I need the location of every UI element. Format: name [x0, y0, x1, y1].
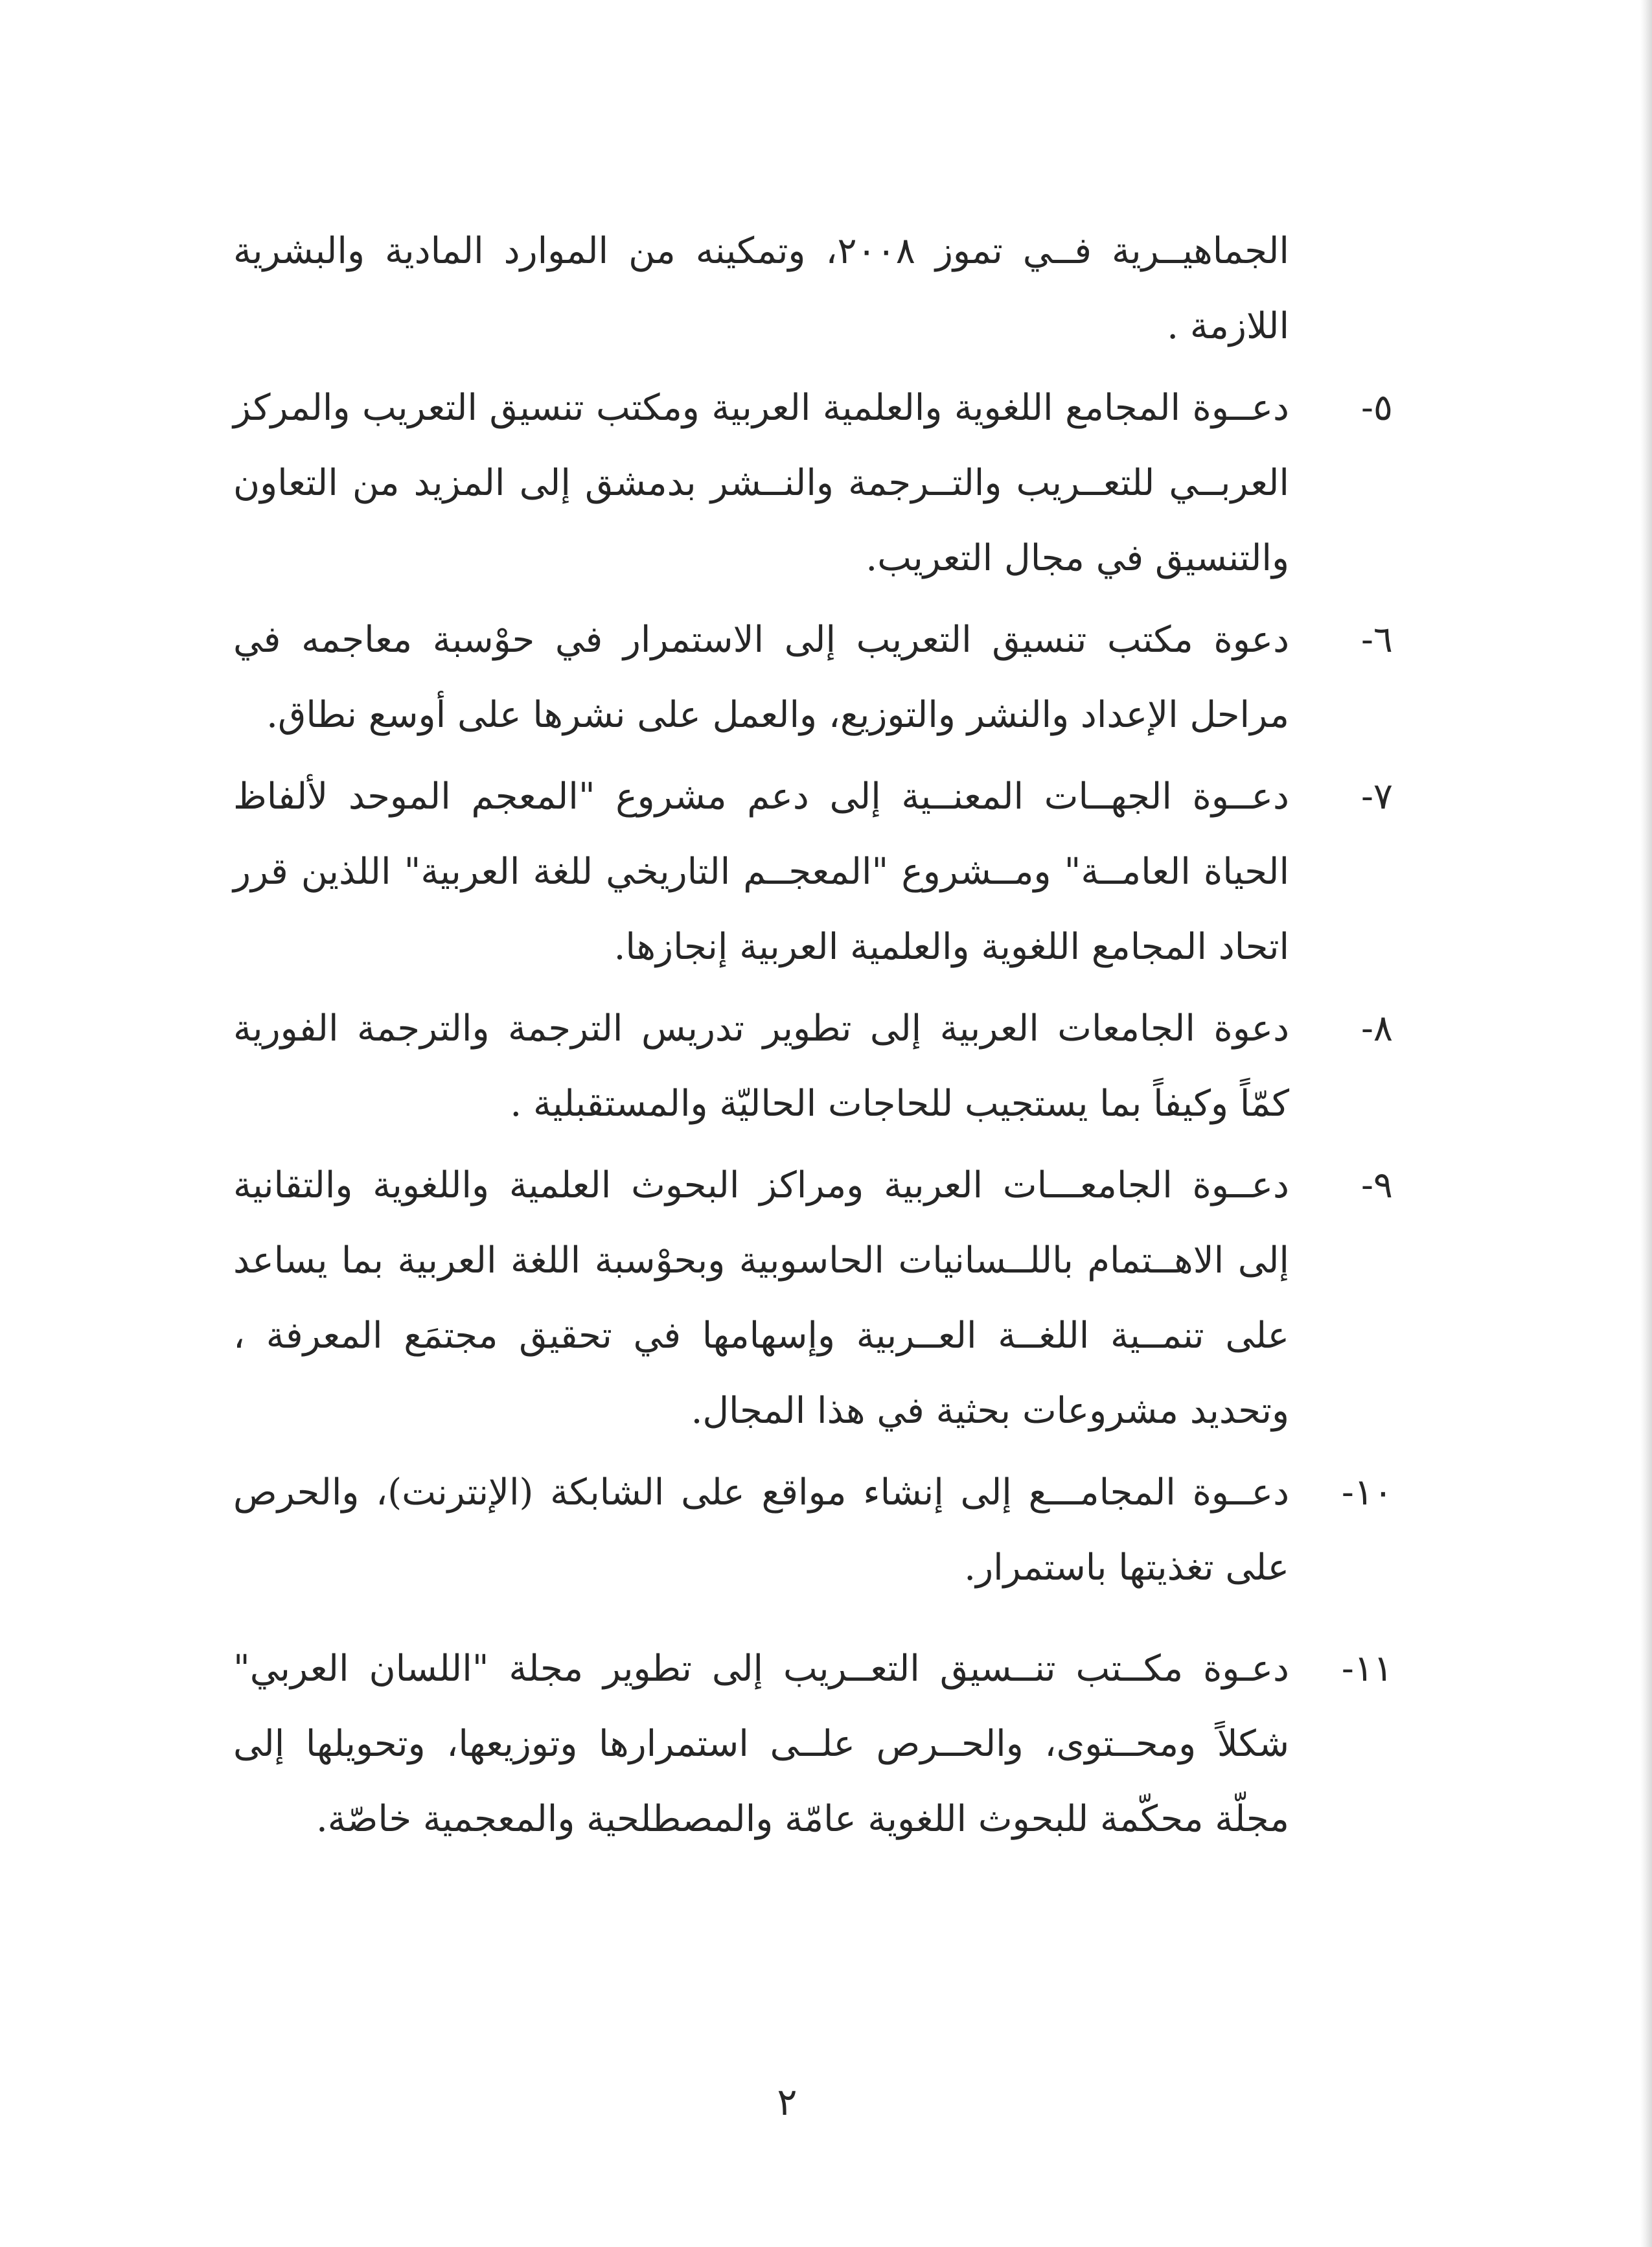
- page-edge-shadow: [1640, 0, 1652, 2247]
- item-text: دعــوة المجامـــع إلى إنشاء مواقع على الشابكة (الإنترنت)، والحرص على تغذيتها باستمرار.: [233, 1471, 1289, 1589]
- intro-text: الجماهيــرية فــي تموز ٢٠٠٨، وتمكينه من الموارد المادية والبشرية اللازمة .: [233, 230, 1289, 347]
- item-number: ٦-: [1361, 619, 1393, 661]
- item-text: دعــوة الجامعـــات العربية ومراكز البحوث العلمية واللغوية والتقانية إلى الاهــتمام باللــسانيات الحاسوبية وبحوْسبة اللغة العربية بما يساعد على تنمــية اللغــة العــربية وإسهامها في تحقيق مجتمَع المعرفة ، وتحديد مشروعات بحثية في هذا المجال.: [233, 1164, 1289, 1432]
- item-number: ٨-: [1361, 1008, 1393, 1050]
- item-number: ٧-: [1361, 776, 1393, 818]
- list-item-8: [233, 991, 1393, 1142]
- document-body: [233, 214, 1393, 1857]
- item-number: ٥-: [1361, 387, 1393, 429]
- list-item-11: [233, 1631, 1393, 1857]
- list-item-5: [233, 371, 1393, 596]
- item-number: ١٠-: [1341, 1471, 1393, 1514]
- item-text: دعوة مكتب تنسيق التعريب إلى الاستمرار في حوْسبة معاجمه في مراحل الإعداد والنشر والتوزيع، والعمل على نشرها على أوسع نطاق.: [233, 619, 1289, 736]
- item-text: دعــوة المجامع اللغوية والعلمية العربية ومكتب تنسيق التعريب والمركز العربــي للتعــريب والتــرجمة والنــشر بدمشق إلى المزيد من التعاون والتنسيق في مجال التعريب.: [233, 387, 1289, 579]
- list-item-10: [233, 1455, 1393, 1606]
- item-text: دعـوة مكــتب تنــسيق التعــريب إلى تطوير مجلة "اللسان العربي" شكلاً ومحــتوى، والحــرص علــى استمرارها وتوزيعها، وتحويلها إلى مجلّة محكّمة للبحوث اللغوية عامّة والمصطلحية والمعجمية خاصّة.: [233, 1648, 1289, 1840]
- item-text: دعــوة الجهــات المعنــية إلى دعم مشروع "المعجم الموحد لألفاظ الحياة العامــة" ومــشروع "المعجــم التاريخي للغة العربية" اللذين قرر اتحاد المجامع اللغوية والعلمية العربية إنجازها.: [233, 776, 1289, 968]
- page-number: ٢: [777, 2080, 797, 2124]
- item-number: ٩-: [1361, 1164, 1393, 1206]
- list-item-6: [233, 603, 1393, 753]
- intro-paragraph: [233, 214, 1393, 364]
- item-number: ١١-: [1341, 1648, 1393, 1690]
- list-item-7: [233, 759, 1393, 985]
- list-item-9: [233, 1148, 1393, 1449]
- item-text: دعوة الجامعات العربية إلى تطوير تدريس الترجمة والترجمة الفورية كمّاً وكيفاً بما يستجيب للحاجات الحاليّة والمستقبلية .: [233, 1008, 1289, 1125]
